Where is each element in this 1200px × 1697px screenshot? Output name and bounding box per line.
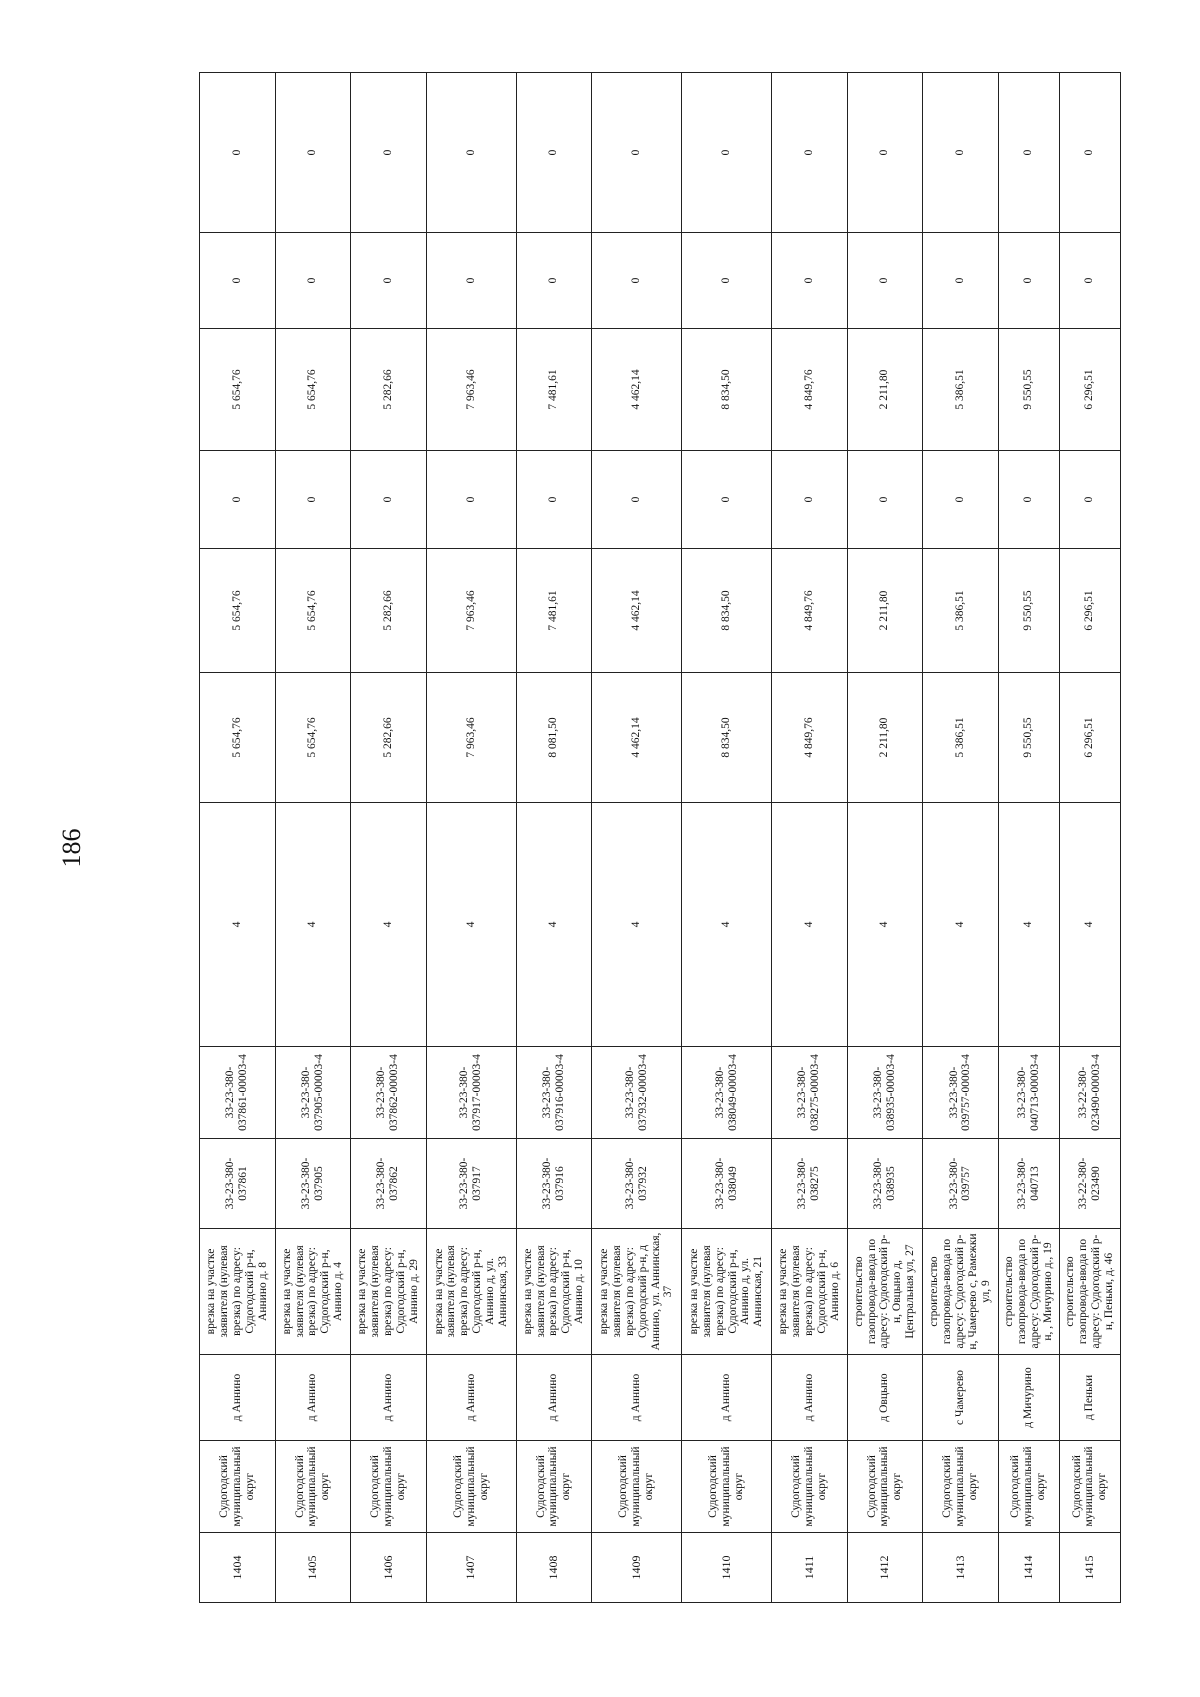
cadastral-number-cell: 33-23-380-037916 — [516, 1139, 592, 1229]
amount-1-cell: 5 654,76 — [200, 673, 276, 803]
amount-4-cell: 9 550,55 — [998, 329, 1059, 451]
locality-cell: д Овцыно — [847, 1355, 923, 1441]
object-id-cell: 33-23-380-037905-00003-4 — [275, 1047, 351, 1139]
amount-1-cell: 8 834,50 — [682, 673, 772, 803]
cadastral-number-cell: 33-22-380-023490 — [1059, 1139, 1120, 1229]
table-row — [1059, 73, 1120, 1603]
category-cell: 4 — [592, 803, 682, 1047]
object-id-cell: 33-23-380-037932-00003-4 — [592, 1047, 682, 1139]
object-id-cell: 33-23-380-037861-00003-4 — [200, 1047, 276, 1139]
amount-3-cell: 0 — [200, 451, 276, 549]
category-cell: 4 — [351, 803, 427, 1047]
amount-2-cell: 4 462,14 — [592, 549, 682, 673]
amount-2-cell: 5 282,66 — [351, 549, 427, 673]
municipality-cell: Судогодский муниципальный округ — [998, 1441, 1059, 1533]
amount-2-cell: 2 211,80 — [847, 549, 923, 673]
amount-3-cell: 0 — [1059, 451, 1120, 549]
amount-6-cell: 0 — [772, 73, 848, 233]
locality-cell: д Аннино — [275, 1355, 351, 1441]
amount-6-cell: 0 — [923, 73, 999, 233]
row-number: 1408 — [516, 1533, 592, 1603]
page-number: 186 — [57, 828, 86, 868]
table-row — [426, 73, 516, 1603]
locality-cell: д Аннино — [426, 1355, 516, 1441]
amount-3-cell: 0 — [772, 451, 848, 549]
amount-6-cell: 0 — [516, 73, 592, 233]
amount-5-cell: 0 — [998, 233, 1059, 329]
category-cell: 4 — [682, 803, 772, 1047]
municipality-cell: Судогодский муниципальный округ — [200, 1441, 276, 1533]
amount-6-cell: 0 — [998, 73, 1059, 233]
locality-cell: д Аннино — [682, 1355, 772, 1441]
amount-6-cell: 0 — [200, 73, 276, 233]
amount-1-cell: 6 296,51 — [1059, 673, 1120, 803]
amount-3-cell: 0 — [923, 451, 999, 549]
municipality-cell: Судогодский муниципальный округ — [351, 1441, 427, 1533]
cadastral-number-cell: 33-23-380-037905 — [275, 1139, 351, 1229]
amount-1-cell: 4 849,76 — [772, 673, 848, 803]
description-cell: строительство газопровода-ввода по адресу: Судогодский р-н, , Мичурино д., 19 — [998, 1229, 1059, 1355]
amount-2-cell: 9 550,55 — [998, 549, 1059, 673]
table-row — [998, 73, 1059, 1603]
amount-1-cell: 7 963,46 — [426, 673, 516, 803]
amount-2-cell: 8 834,50 — [682, 549, 772, 673]
amount-1-cell: 8 081,50 — [516, 673, 592, 803]
amount-1-cell: 4 462,14 — [592, 673, 682, 803]
description-cell: строительство газопровода-ввода по адресу: Судогодский р-н, Чамерево с, Рамежки ул, 9 — [923, 1229, 999, 1355]
municipality-cell: Судогодский муниципальный округ — [847, 1441, 923, 1533]
cadastral-number-cell: 33-23-380-037932 — [592, 1139, 682, 1229]
locality-cell: д Аннино — [772, 1355, 848, 1441]
table-row — [275, 73, 351, 1603]
table-row — [772, 73, 848, 1603]
amount-4-cell: 5 282,66 — [351, 329, 427, 451]
amount-6-cell: 0 — [351, 73, 427, 233]
table-row — [682, 73, 772, 1603]
amount-6-cell: 0 — [847, 73, 923, 233]
amount-6-cell: 0 — [592, 73, 682, 233]
cadastral-number-cell: 33-23-380-037862 — [351, 1139, 427, 1229]
category-cell: 4 — [426, 803, 516, 1047]
amount-2-cell: 5 654,76 — [200, 549, 276, 673]
amount-6-cell: 0 — [275, 73, 351, 233]
amount-3-cell: 0 — [516, 451, 592, 549]
object-id-cell: 33-23-380-039757-00003-4 — [923, 1047, 999, 1139]
amount-2-cell: 5 654,76 — [275, 549, 351, 673]
amount-2-cell: 5 386,51 — [923, 549, 999, 673]
amount-5-cell: 0 — [772, 233, 848, 329]
object-id-cell: 33-23-380-037917-00003-4 — [426, 1047, 516, 1139]
table-row — [516, 73, 592, 1603]
row-number: 1414 — [998, 1533, 1059, 1603]
amount-5-cell: 0 — [923, 233, 999, 329]
cadastral-number-cell: 33-23-380-038275 — [772, 1139, 848, 1229]
cadastral-number-cell: 33-23-380-038935 — [847, 1139, 923, 1229]
rotated-table-frame — [199, 73, 1121, 1603]
amount-1-cell: 9 550,55 — [998, 673, 1059, 803]
amount-2-cell: 7 963,46 — [426, 549, 516, 673]
amount-6-cell: 0 — [682, 73, 772, 233]
table-row — [592, 73, 682, 1603]
description-cell: врезка на участке заявителя (нулевая врезка) по адресу: Судогодский р-н, Аннино д. 10 — [516, 1229, 592, 1355]
amount-5-cell: 0 — [351, 233, 427, 329]
description-cell: строительство газопровода-ввода по адресу: Судогодский р-н, Овцыно д, Центральная ул, 27 — [847, 1229, 923, 1355]
municipality-cell: Судогодский муниципальный округ — [592, 1441, 682, 1533]
municipality-cell: Судогодский муниципальный округ — [772, 1441, 848, 1533]
amount-4-cell: 4 849,76 — [772, 329, 848, 451]
amount-3-cell: 0 — [998, 451, 1059, 549]
locality-cell: д Аннино — [351, 1355, 427, 1441]
amount-6-cell: 0 — [1059, 73, 1120, 233]
amount-1-cell: 5 282,66 — [351, 673, 427, 803]
cadastral-number-cell: 33-23-380-039757 — [923, 1139, 999, 1229]
cadastral-number-cell: 33-23-380-040713 — [998, 1139, 1059, 1229]
cadastral-number-cell: 33-23-380-038049 — [682, 1139, 772, 1229]
amount-1-cell: 5 654,76 — [275, 673, 351, 803]
table-row — [351, 73, 427, 1603]
amount-3-cell: 0 — [592, 451, 682, 549]
row-number: 1410 — [682, 1533, 772, 1603]
object-id-cell: 33-23-380-038935-00003-4 — [847, 1047, 923, 1139]
description-cell: врезка на участке заявителя (нулевая врезка) по адресу: Судогодский р-н, Аннино д. 29 — [351, 1229, 427, 1355]
category-cell: 4 — [1059, 803, 1120, 1047]
locality-cell: д Аннино — [516, 1355, 592, 1441]
table-row — [847, 73, 923, 1603]
object-id-cell: 33-23-380-037862-00003-4 — [351, 1047, 427, 1139]
description-cell: врезка на участке заявителя (нулевая врезка) по адресу: Судогодский р-н, Аннино д. 6 — [772, 1229, 848, 1355]
municipality-cell: Судогодский муниципальный округ — [682, 1441, 772, 1533]
category-cell: 4 — [275, 803, 351, 1047]
amount-4-cell: 4 462,14 — [592, 329, 682, 451]
category-cell: 4 — [200, 803, 276, 1047]
amount-2-cell: 4 849,76 — [772, 549, 848, 673]
row-number: 1405 — [275, 1533, 351, 1603]
amount-5-cell: 0 — [426, 233, 516, 329]
table-row — [200, 73, 276, 1603]
description-cell: врезка на участке заявителя (нулевая врезка) по адресу: Судогодский р-н, Аннино д. 4 — [275, 1229, 351, 1355]
amount-5-cell: 0 — [682, 233, 772, 329]
object-id-cell: 33-23-380-038275-00003-4 — [772, 1047, 848, 1139]
municipality-cell: Судогодский муниципальный округ — [426, 1441, 516, 1533]
table-body — [200, 73, 1121, 1603]
row-number: 1412 — [847, 1533, 923, 1603]
category-cell: 4 — [772, 803, 848, 1047]
amount-3-cell: 0 — [847, 451, 923, 549]
amount-5-cell: 0 — [200, 233, 276, 329]
description-cell: врезка на участке заявителя (нулевая врезка) по адресу: Судогодский р-н, Аннино д. 8 — [200, 1229, 276, 1355]
registry-table — [199, 72, 1121, 1603]
object-id-cell: 33-22-380-023490-00003-4 — [1059, 1047, 1120, 1139]
locality-cell: д Аннино — [200, 1355, 276, 1441]
category-cell: 4 — [516, 803, 592, 1047]
amount-5-cell: 0 — [847, 233, 923, 329]
amount-4-cell: 5 654,76 — [200, 329, 276, 451]
amount-3-cell: 0 — [351, 451, 427, 549]
municipality-cell: Судогодский муниципальный округ — [275, 1441, 351, 1533]
amount-1-cell: 5 386,51 — [923, 673, 999, 803]
amount-4-cell: 5 654,76 — [275, 329, 351, 451]
description-cell: врезка на участке заявителя (нулевая врезка) по адресу: Судогодский р-н, д Аннино, ул. Аннинская, 37 — [592, 1229, 682, 1355]
cadastral-number-cell: 33-23-380-037917 — [426, 1139, 516, 1229]
row-number: 1407 — [426, 1533, 516, 1603]
object-id-cell: 33-23-380-037916-00003-4 — [516, 1047, 592, 1139]
locality-cell: д Аннино — [592, 1355, 682, 1441]
municipality-cell: Судогодский муниципальный округ — [1059, 1441, 1120, 1533]
row-number: 1415 — [1059, 1533, 1120, 1603]
cadastral-number-cell: 33-23-380-037861 — [200, 1139, 276, 1229]
category-cell: 4 — [998, 803, 1059, 1047]
row-number: 1406 — [351, 1533, 427, 1603]
description-cell: врезка на участке заявителя (нулевая врезка) по адресу: Судогодский р-н, Аннино д, ул. Аннинская, 21 — [682, 1229, 772, 1355]
row-number: 1409 — [592, 1533, 682, 1603]
amount-3-cell: 0 — [682, 451, 772, 549]
amount-2-cell: 6 296,51 — [1059, 549, 1120, 673]
description-cell: врезка на участке заявителя (нулевая врезка) по адресу: Судогодский р-н, Аннино д, ул. Аннинская, 33 — [426, 1229, 516, 1355]
row-number: 1404 — [200, 1533, 276, 1603]
municipality-cell: Судогодский муниципальный округ — [923, 1441, 999, 1533]
locality-cell: с Чамерево — [923, 1355, 999, 1441]
amount-5-cell: 0 — [516, 233, 592, 329]
object-id-cell: 33-23-380-040713-00003-4 — [998, 1047, 1059, 1139]
amount-3-cell: 0 — [275, 451, 351, 549]
category-cell: 4 — [847, 803, 923, 1047]
locality-cell: д Мичурино — [998, 1355, 1059, 1441]
amount-1-cell: 2 211,80 — [847, 673, 923, 803]
category-cell: 4 — [923, 803, 999, 1047]
row-number: 1413 — [923, 1533, 999, 1603]
amount-5-cell: 0 — [592, 233, 682, 329]
amount-2-cell: 7 481,61 — [516, 549, 592, 673]
description-cell: строительство газопровода-ввода по адресу: Судогодский р-н, Пеньки, д. 46 — [1059, 1229, 1120, 1355]
municipality-cell: Судогодский муниципальный округ — [516, 1441, 592, 1533]
row-number: 1411 — [772, 1533, 848, 1603]
amount-3-cell: 0 — [426, 451, 516, 549]
amount-4-cell: 8 834,50 — [682, 329, 772, 451]
amount-4-cell: 2 211,80 — [847, 329, 923, 451]
amount-4-cell: 7 963,46 — [426, 329, 516, 451]
amount-4-cell: 5 386,51 — [923, 329, 999, 451]
table-row — [923, 73, 999, 1603]
amount-5-cell: 0 — [275, 233, 351, 329]
locality-cell: д Пеньки — [1059, 1355, 1120, 1441]
object-id-cell: 33-23-380-038049-00003-4 — [682, 1047, 772, 1139]
amount-6-cell: 0 — [426, 73, 516, 233]
amount-4-cell: 7 481,61 — [516, 329, 592, 451]
amount-5-cell: 0 — [1059, 233, 1120, 329]
amount-4-cell: 6 296,51 — [1059, 329, 1120, 451]
